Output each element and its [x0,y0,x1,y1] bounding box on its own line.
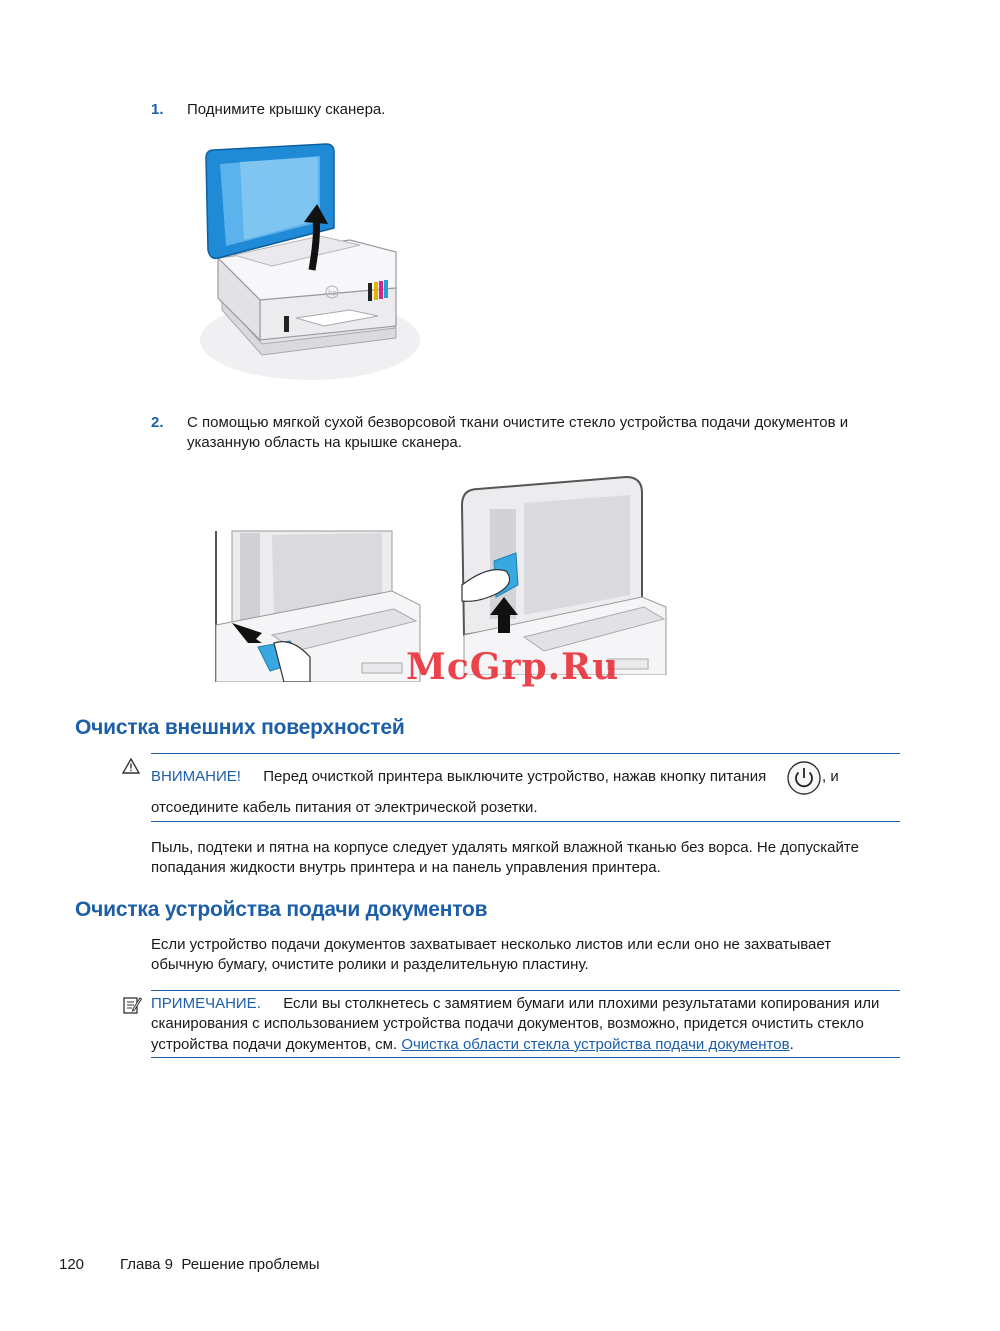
clean-glass-illustration [212,525,422,682]
note-line2: сканирования с использованием устройства подачи документов, возможно, придется очистить стекло [151,1015,864,1032]
power-icon [786,760,822,796]
divider [151,990,900,991]
divider [151,753,900,754]
step-2-number: 2. [151,414,164,431]
note-line3-suffix: . [789,1036,794,1053]
section-heading-adf: Очистка устройства подачи документов [75,898,488,921]
step-2-line2: указанную область на крышке сканера. [187,434,462,451]
divider [151,1057,900,1058]
hp-logo: hp [328,289,337,297]
step-2-line1: С помощью мягкой сухой безворсовой ткани очистите стекло устройства подачи документов и [187,414,849,431]
note-line1 [151,994,879,1014]
note-label: ПРИМЕЧАНИЕ. [151,995,261,1012]
page-number: 120 [59,1256,85,1273]
section2-body-line1: Если устройство подачи документов захватывает несколько листов или если оно не захватывает [151,936,832,953]
warning-label: ВНИМАНИЕ! [151,768,241,785]
warning-text-end: , и [822,768,839,785]
watermark: McGrp.Ru [406,646,620,688]
note-line3 [151,1035,794,1055]
section-heading-exterior: Очистка внешних поверхностей [75,716,405,739]
warning-triangle-icon [122,758,140,774]
warning-line2: отсоедините кабель питания от электрической розетки. [151,799,538,816]
chapter-title: Глава 9 Решение проблемы [120,1256,320,1273]
note-icon [122,995,142,1015]
step-1-text: Поднимите крышку сканера. [187,101,386,118]
note-line3-prefix: устройства подачи документов, см. [151,1036,402,1053]
adf-glass-cleaning-link[interactable]: Очистка области стекла устройства подачи документов [401,1036,790,1053]
section1-body-line1: Пыль, подтеки и пятна на корпусе следует удалять мягкой влажной тканью без ворса. Не допускайте [151,839,859,856]
step-1-number: 1. [151,101,164,118]
printer-lid-open-illustration [200,140,430,390]
divider [151,821,900,822]
section2-body-line2: обычную бумагу, очистите ролики и разделительную пластину. [151,956,589,973]
note-text: Если вы столкнетесь с замятием бумаги или плохими результатами копирования или [283,995,880,1012]
warning-line1 [151,767,766,787]
warning-text: Перед очисткой принтера выключите устройство, нажав кнопку питания [263,768,767,785]
section1-body-line2: попадания жидкости внутрь принтера и на панель управления принтера. [151,859,661,876]
clean-lid-illustration [458,475,668,675]
